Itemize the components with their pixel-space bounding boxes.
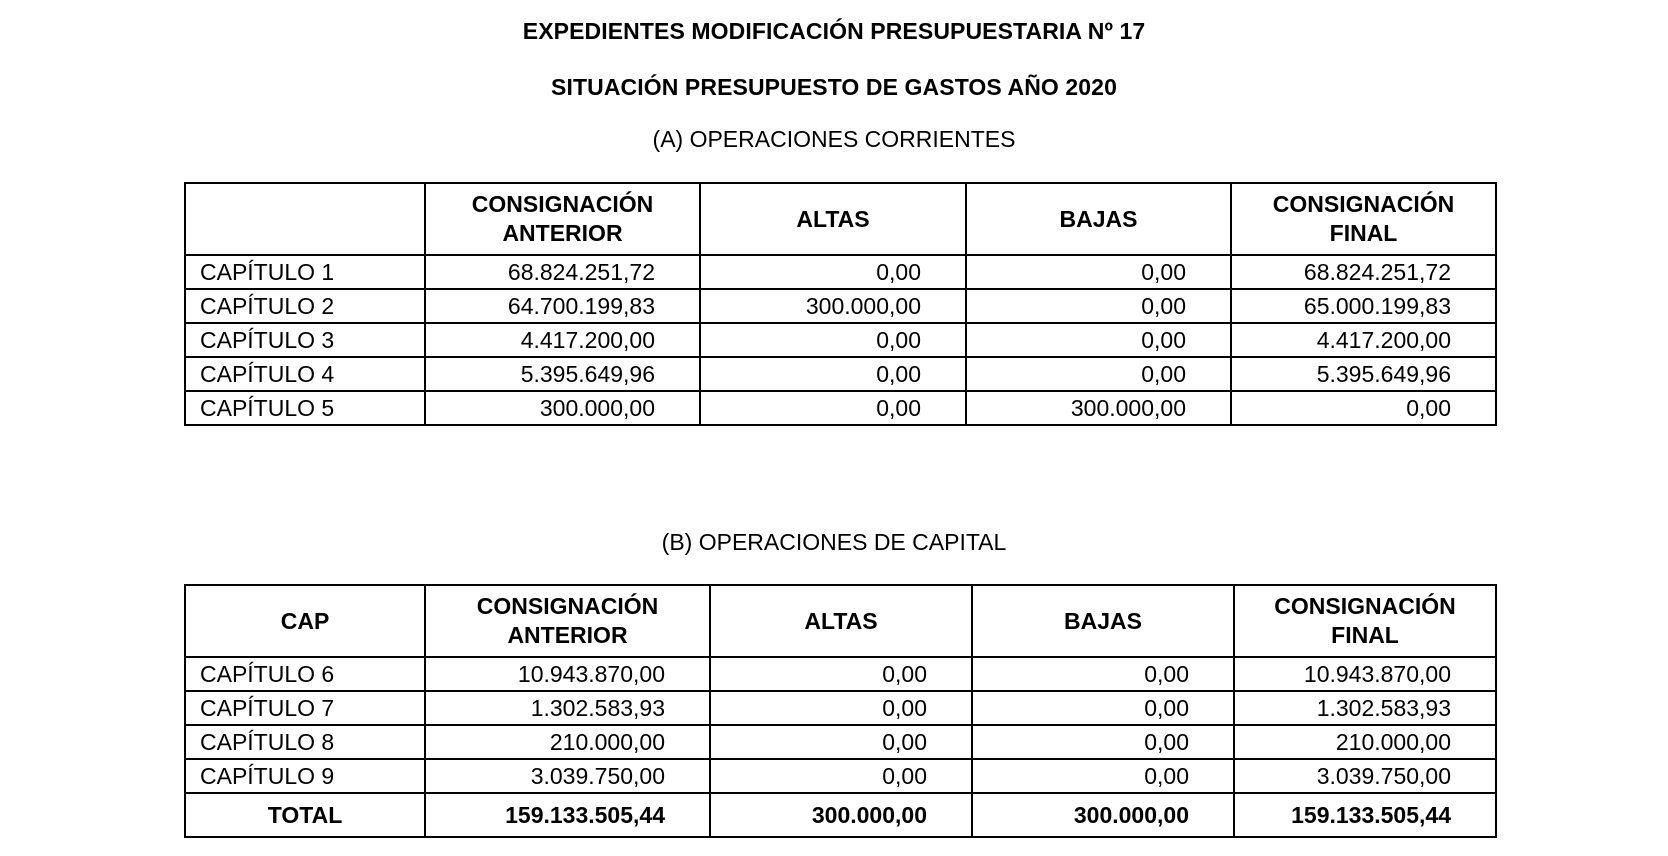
chapter-label: CAPÍTULO 1 bbox=[185, 255, 425, 289]
chapter-label: CAPÍTULO 5 bbox=[185, 391, 425, 425]
table-row bbox=[185, 657, 1496, 691]
table-row bbox=[185, 255, 1496, 289]
consignacion-final-cell: 65.000.199,83 bbox=[1231, 289, 1496, 323]
consignacion-anterior-cell: 64.700.199,83 bbox=[425, 289, 700, 323]
consignacion-anterior-cell: 68.824.251,72 bbox=[425, 255, 700, 289]
column-header-anterior-line2: ANTERIOR bbox=[502, 220, 623, 246]
column-header-bajas: BAJAS bbox=[972, 585, 1234, 657]
altas-cell: 0,00 bbox=[710, 725, 972, 759]
column-header-altas: ALTAS bbox=[710, 585, 972, 657]
bajas-cell: 0,00 bbox=[966, 323, 1231, 357]
operaciones-corrientes-table bbox=[184, 182, 1497, 426]
column-header-anterior bbox=[425, 585, 710, 657]
table-row bbox=[185, 357, 1496, 391]
consignacion-anterior-cell: 10.943.870,00 bbox=[425, 657, 710, 691]
total-altas: 300.000,00 bbox=[710, 793, 972, 837]
altas-cell: 300.000,00 bbox=[700, 289, 966, 323]
altas-cell: 0,00 bbox=[700, 323, 966, 357]
column-header-final-line2: FINAL bbox=[1329, 220, 1398, 246]
table-row bbox=[185, 391, 1496, 425]
altas-cell: 0,00 bbox=[710, 657, 972, 691]
section-b-heading: (B) OPERACIONES DE CAPITAL bbox=[661, 529, 1007, 555]
table-header-row bbox=[185, 183, 1496, 255]
total-label: TOTAL bbox=[185, 793, 425, 837]
bajas-cell: 0,00 bbox=[972, 691, 1234, 725]
consignacion-final-cell: 0,00 bbox=[1231, 391, 1496, 425]
total-anterior: 159.133.505,44 bbox=[425, 793, 710, 837]
column-header-anterior bbox=[425, 183, 700, 255]
bajas-cell: 300.000,00 bbox=[966, 391, 1231, 425]
consignacion-anterior-cell: 4.417.200,00 bbox=[425, 323, 700, 357]
altas-cell: 0,00 bbox=[710, 759, 972, 793]
section-a-heading: (A) OPERACIONES CORRIENTES bbox=[652, 126, 1016, 152]
column-header-final-line1: CONSIGNACIÓN bbox=[1272, 191, 1455, 217]
table-row bbox=[185, 323, 1496, 357]
table-row bbox=[185, 759, 1496, 793]
consignacion-final-cell: 4.417.200,00 bbox=[1231, 323, 1496, 357]
chapter-label: CAPÍTULO 8 bbox=[185, 725, 425, 759]
chapter-label: CAPÍTULO 2 bbox=[185, 289, 425, 323]
column-header-final-line2: FINAL bbox=[1331, 622, 1399, 648]
column-header-bajas: BAJAS bbox=[966, 183, 1231, 255]
column-header-anterior-line2: ANTERIOR bbox=[507, 622, 628, 648]
chapter-label: CAPÍTULO 7 bbox=[185, 691, 425, 725]
consignacion-final-cell: 5.395.649,96 bbox=[1231, 357, 1496, 391]
chapter-label: CAPÍTULO 6 bbox=[185, 657, 425, 691]
bajas-cell: 0,00 bbox=[972, 725, 1234, 759]
column-header-final-line1: CONSIGNACIÓN bbox=[1274, 593, 1456, 619]
chapter-label: CAPÍTULO 4 bbox=[185, 357, 425, 391]
consignacion-anterior-cell: 3.039.750,00 bbox=[425, 759, 710, 793]
column-header-final bbox=[1234, 585, 1496, 657]
column-header-anterior-line1: CONSIGNACIÓN bbox=[476, 593, 659, 619]
consignacion-final-cell: 68.824.251,72 bbox=[1231, 255, 1496, 289]
total-final: 159.133.505,44 bbox=[1234, 793, 1496, 837]
altas-cell: 0,00 bbox=[700, 357, 966, 391]
total-bajas: 300.000,00 bbox=[972, 793, 1234, 837]
altas-cell: 0,00 bbox=[700, 255, 966, 289]
document-subtitle: SITUACIÓN PRESUPUESTO DE GASTOS AÑO 2020 bbox=[551, 74, 1117, 100]
consignacion-anterior-cell: 5.395.649,96 bbox=[425, 357, 700, 391]
column-header-altas: ALTAS bbox=[700, 183, 966, 255]
bajas-cell: 0,00 bbox=[972, 657, 1234, 691]
consignacion-final-cell: 3.039.750,00 bbox=[1234, 759, 1496, 793]
bajas-cell: 0,00 bbox=[972, 759, 1234, 793]
table-row bbox=[185, 691, 1496, 725]
bajas-cell: 0,00 bbox=[966, 289, 1231, 323]
chapter-label: CAPÍTULO 9 bbox=[185, 759, 425, 793]
table-row bbox=[185, 725, 1496, 759]
total-row bbox=[185, 793, 1496, 837]
column-header-final bbox=[1231, 183, 1496, 255]
altas-cell: 0,00 bbox=[710, 691, 972, 725]
altas-cell: 0,00 bbox=[700, 391, 966, 425]
operaciones-capital-table bbox=[184, 584, 1497, 838]
column-header-anterior-line1: CONSIGNACIÓN bbox=[471, 191, 654, 217]
document-title: EXPEDIENTES MODIFICACIÓN PRESUPUESTARIA Nº 17 bbox=[522, 18, 1146, 44]
consignacion-final-cell: 10.943.870,00 bbox=[1234, 657, 1496, 691]
column-header-label bbox=[185, 183, 425, 255]
table-row bbox=[185, 289, 1496, 323]
bajas-cell: 0,00 bbox=[966, 255, 1231, 289]
consignacion-anterior-cell: 1.302.583,93 bbox=[425, 691, 710, 725]
consignacion-final-cell: 1.302.583,93 bbox=[1234, 691, 1496, 725]
consignacion-anterior-cell: 210.000,00 bbox=[425, 725, 710, 759]
consignacion-anterior-cell: 300.000,00 bbox=[425, 391, 700, 425]
bajas-cell: 0,00 bbox=[966, 357, 1231, 391]
table-header-row bbox=[185, 585, 1496, 657]
column-header-label: CAP bbox=[185, 585, 425, 657]
chapter-label: CAPÍTULO 3 bbox=[185, 323, 425, 357]
consignacion-final-cell: 210.000,00 bbox=[1234, 725, 1496, 759]
